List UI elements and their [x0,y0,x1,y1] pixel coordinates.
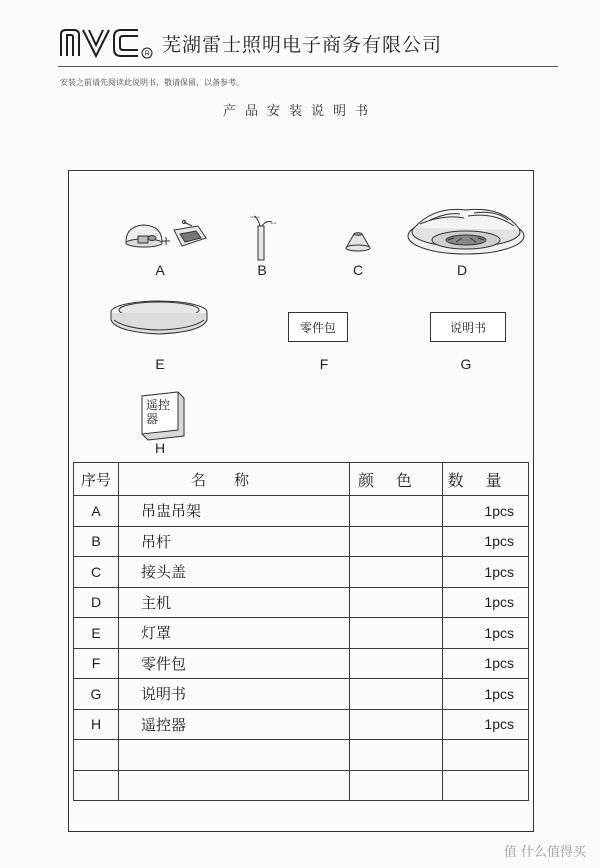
cell-name: 吊盅吊架 [119,496,350,527]
cell-name: 吊杆 [119,526,350,557]
cell-color [350,770,443,801]
cell-name: 灯罩 [119,618,350,649]
cell-color [350,648,443,679]
part-g-letter: G [460,356,472,372]
watermark-text: 值 什么值得买 [503,845,586,860]
cell-name [119,740,350,771]
cell-name [119,770,350,801]
table-header-row [74,463,529,496]
part-d-illustration [404,202,528,258]
table-row [74,770,529,801]
table-body [74,496,529,801]
part-c-letter: C [352,262,364,278]
cell-seq [74,770,119,801]
cell-qty: 1pcs [443,648,529,679]
part-a-illustration [122,216,212,260]
header-rule [58,66,558,67]
suspension-rod-icon [246,212,282,262]
fan-main-unit-icon [404,202,528,258]
table-row [74,496,529,527]
cell-seq: C [74,557,119,588]
manual-box: 说明书 [430,312,506,342]
cell-seq: B [74,526,119,557]
cell-color [350,557,443,588]
lamp-shade-icon [106,296,212,340]
part-b-illustration [246,212,282,262]
parts-table [73,462,529,801]
cell-qty: 1pcs [443,526,529,557]
svg-text:==: == [270,220,277,225]
parts-pack-box: 零件包 [288,312,348,342]
cell-color [350,526,443,557]
cell-name: 遥控器 [119,709,350,740]
part-c-illustration [344,230,372,254]
part-e-illustration [106,296,212,340]
cell-qty [443,770,529,801]
cell-name: 说明书 [119,679,350,710]
header-color: 颜色 [357,470,434,490]
cell-qty: 1pcs [443,618,529,649]
cell-seq: F [74,648,119,679]
table-row [74,618,529,649]
cell-qty: 1pcs [443,557,529,588]
table-row [74,526,529,557]
nvc-logo [58,26,154,60]
table-row [74,557,529,588]
cell-color [350,679,443,710]
cell-seq: E [74,618,119,649]
table-row [74,648,529,679]
notice-text: 安装之前请先阅读此说明书，敬请保留，以备参考。 [60,78,244,87]
cell-seq: D [74,587,119,618]
cell-qty: 1pcs [443,587,529,618]
table-row [74,679,529,710]
svg-text:===: === [250,214,261,219]
table-row [74,740,529,771]
header-qty: 数量 [447,470,524,490]
company-name: 芜湖雷士照明电子商务有限公司 [162,34,443,56]
part-e-letter: E [155,356,165,372]
part-h-illustration [138,390,188,442]
cell-color [350,618,443,649]
cell-name: 零件包 [119,648,350,679]
remote-control-label: 遥控 器 [146,398,171,426]
cell-qty [443,740,529,771]
cell-qty: 1pcs [443,496,529,527]
cell-seq: A [74,496,119,527]
header-name: 名称 [190,470,277,489]
connector-cap-icon [344,230,372,254]
part-f-letter: F [319,356,329,372]
table-row [74,587,529,618]
page-title: 产品安装说明书 [222,104,377,119]
cell-seq: G [74,679,119,710]
part-a-letter: A [155,262,165,278]
part-d-letter: D [456,262,468,278]
cell-color [350,740,443,771]
cell-color [350,496,443,527]
cell-name: 接头盖 [119,557,350,588]
svg-text:R: R [144,50,150,58]
table-row [74,709,529,740]
cell-seq: H [74,709,119,740]
cell-seq [74,740,119,771]
header-seq: 序号 [74,463,119,496]
part-b-letter: B [257,262,267,278]
cell-qty: 1pcs [443,709,529,740]
cell-color [350,709,443,740]
cell-color [350,587,443,618]
ceiling-base-bracket-icon [122,216,212,260]
part-h-letter: H [154,440,166,456]
cell-qty: 1pcs [443,679,529,710]
cell-name: 主机 [119,587,350,618]
